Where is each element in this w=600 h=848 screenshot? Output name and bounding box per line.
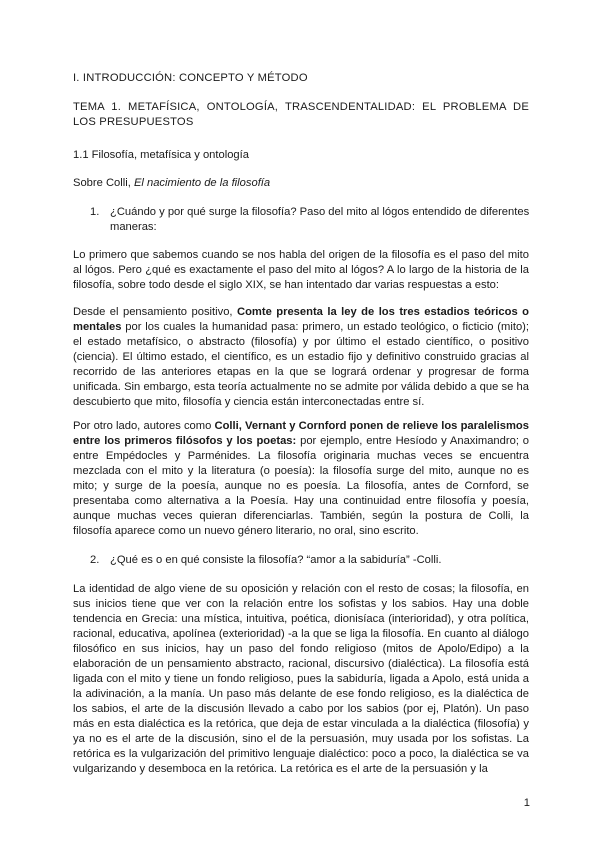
question-2-text: ¿Qué es o en qué consiste la filosofía? “amor a la sabiduría” -Colli. xyxy=(110,554,442,566)
question-1-number: 1. xyxy=(90,206,100,218)
paragraph-3-rest: por ejemplo, entre Hesíodo y Anaximandro; o entre Empédocles y Parménides. La filosofía originaria muchas veces se encuentra mezclada con el mito y la literatura (o poesía): la filosofía surge del mito, aunque no es mito; y surge de la poesía, aunque no es poesía. La filosofía, antes de Cornford, se presentaba como alternativa a la Poesía. Hay una continuidad entre filosofía y poesía, aunque muchas veces quieran diferenciarlas. También, según la postura de Colli, la filosofía aparece como un nuevo género literario, no oral, sino escrito. xyxy=(73,435,529,537)
paragraph-3 xyxy=(73,419,529,539)
paragraph-2-intro: Desde el pensamiento positivo, xyxy=(73,306,237,318)
paragraph-2 xyxy=(73,305,529,410)
subsection-heading: 1.1 Filosofía, metafísica y ontología xyxy=(73,149,249,161)
paragraph-1: Lo primero que sabemos cuando se nos habla del origen de la filosofía es el paso del mito al lógos. Pero ¿qué es exactamente el paso del mito al lógos? A lo largo de la historia de la filosofía, sobre todo desde el siglo XIX, se han intentado dar varias respuestas a esto: xyxy=(73,249,529,291)
paragraph-3-bold: Colli, Vernant y Cornford ponen de relieve los paralelismos entre los primeros filósofos y los poetas: xyxy=(73,420,529,447)
question-1-text: ¿Cuándo y por qué surge la filosofía? Paso del mito al lógos entendido de diferentes maneras: xyxy=(110,206,530,233)
question-2-number: 2. xyxy=(90,554,100,566)
paragraph-4: La identidad de algo viene de su oposición y relación con el resto de cosas; la filosofía, en sus inicios tiene que ver con la relación entre los sofistas y los sabios. Hay una doble tendencia en Grecia: una mística, intuitiva, poética, dionisíaca (interioridad), y otra política, racional, educativa, apolínea (exterioridad) -a la que se liga la filosofía. En cuanto al diálogo filosófico en sus inicios, hay un paso del fondo religioso (mitos de Apolo/Edipo) a la elaboración de un pensamiento abstracto, racional, discursivo (dialéctica). La filosofía está ligada con el mito y tiene un fondo religioso, pues la sabiduría, ligada a Apolo, está unida a la adivinación, a la manía. Un paso más delante de ese fondo religioso, es la dialéctica de los sabios, el arte de la discusión llevado a cabo por los sabios (por ej, Platón). Un paso más en esta dialéctica es la retórica, que deja de estar vinculada a la dialéctica (filosofía) y ya no es el arte de la discusión, sino el de la persuasión, muy usada por los sofistas. La retórica es la vulgarización del primitivo lenguaje dialéctico: poco a poco, la dialéctica se va vulgarizando y desemboca en la retórica. La retórica es el arte de la persuasión y la xyxy=(73,583,529,775)
book-title: El nacimiento de la filosofía xyxy=(133,177,271,189)
tema-title: TEMA 1. METAFÍSICA, ONTOLOGÍA, TRASCENDENTALIDAD: EL PROBLEMA DE LOS PRESUPUESTOS xyxy=(73,101,529,128)
sobre-prefix: Sobre Colli, xyxy=(73,177,134,189)
paragraph-3-intro: Por otro lado, autores como xyxy=(73,420,215,432)
paragraph-2-rest: por los cuales la humanidad pasa: primero, un estado teológico, o ficticio (mito); el estado metafísico, o abstracto (filosofía) y por último el estado científico, o positivo (ciencia). El último estado, el científico, es un estadio fijo y definitivo construido gracias al recorrido de las anteriores etapas en la que se logrará ordenar y progresar de forma unificada. Sin embargo, esta teoría actualmente no se admite por válida debido a que se ha descubierto que mito, filosofía y ciencia están interconectadas entre sí. xyxy=(73,321,529,408)
paragraph-2-bold: Comte presenta la ley de los tres estadios teóricos o mentales xyxy=(73,306,529,333)
page-number: 1 xyxy=(523,797,530,809)
section-title: I. INTRODUCCIÓN: CONCEPTO Y MÉTODO xyxy=(73,72,308,84)
sobre-colli-line xyxy=(73,176,529,191)
